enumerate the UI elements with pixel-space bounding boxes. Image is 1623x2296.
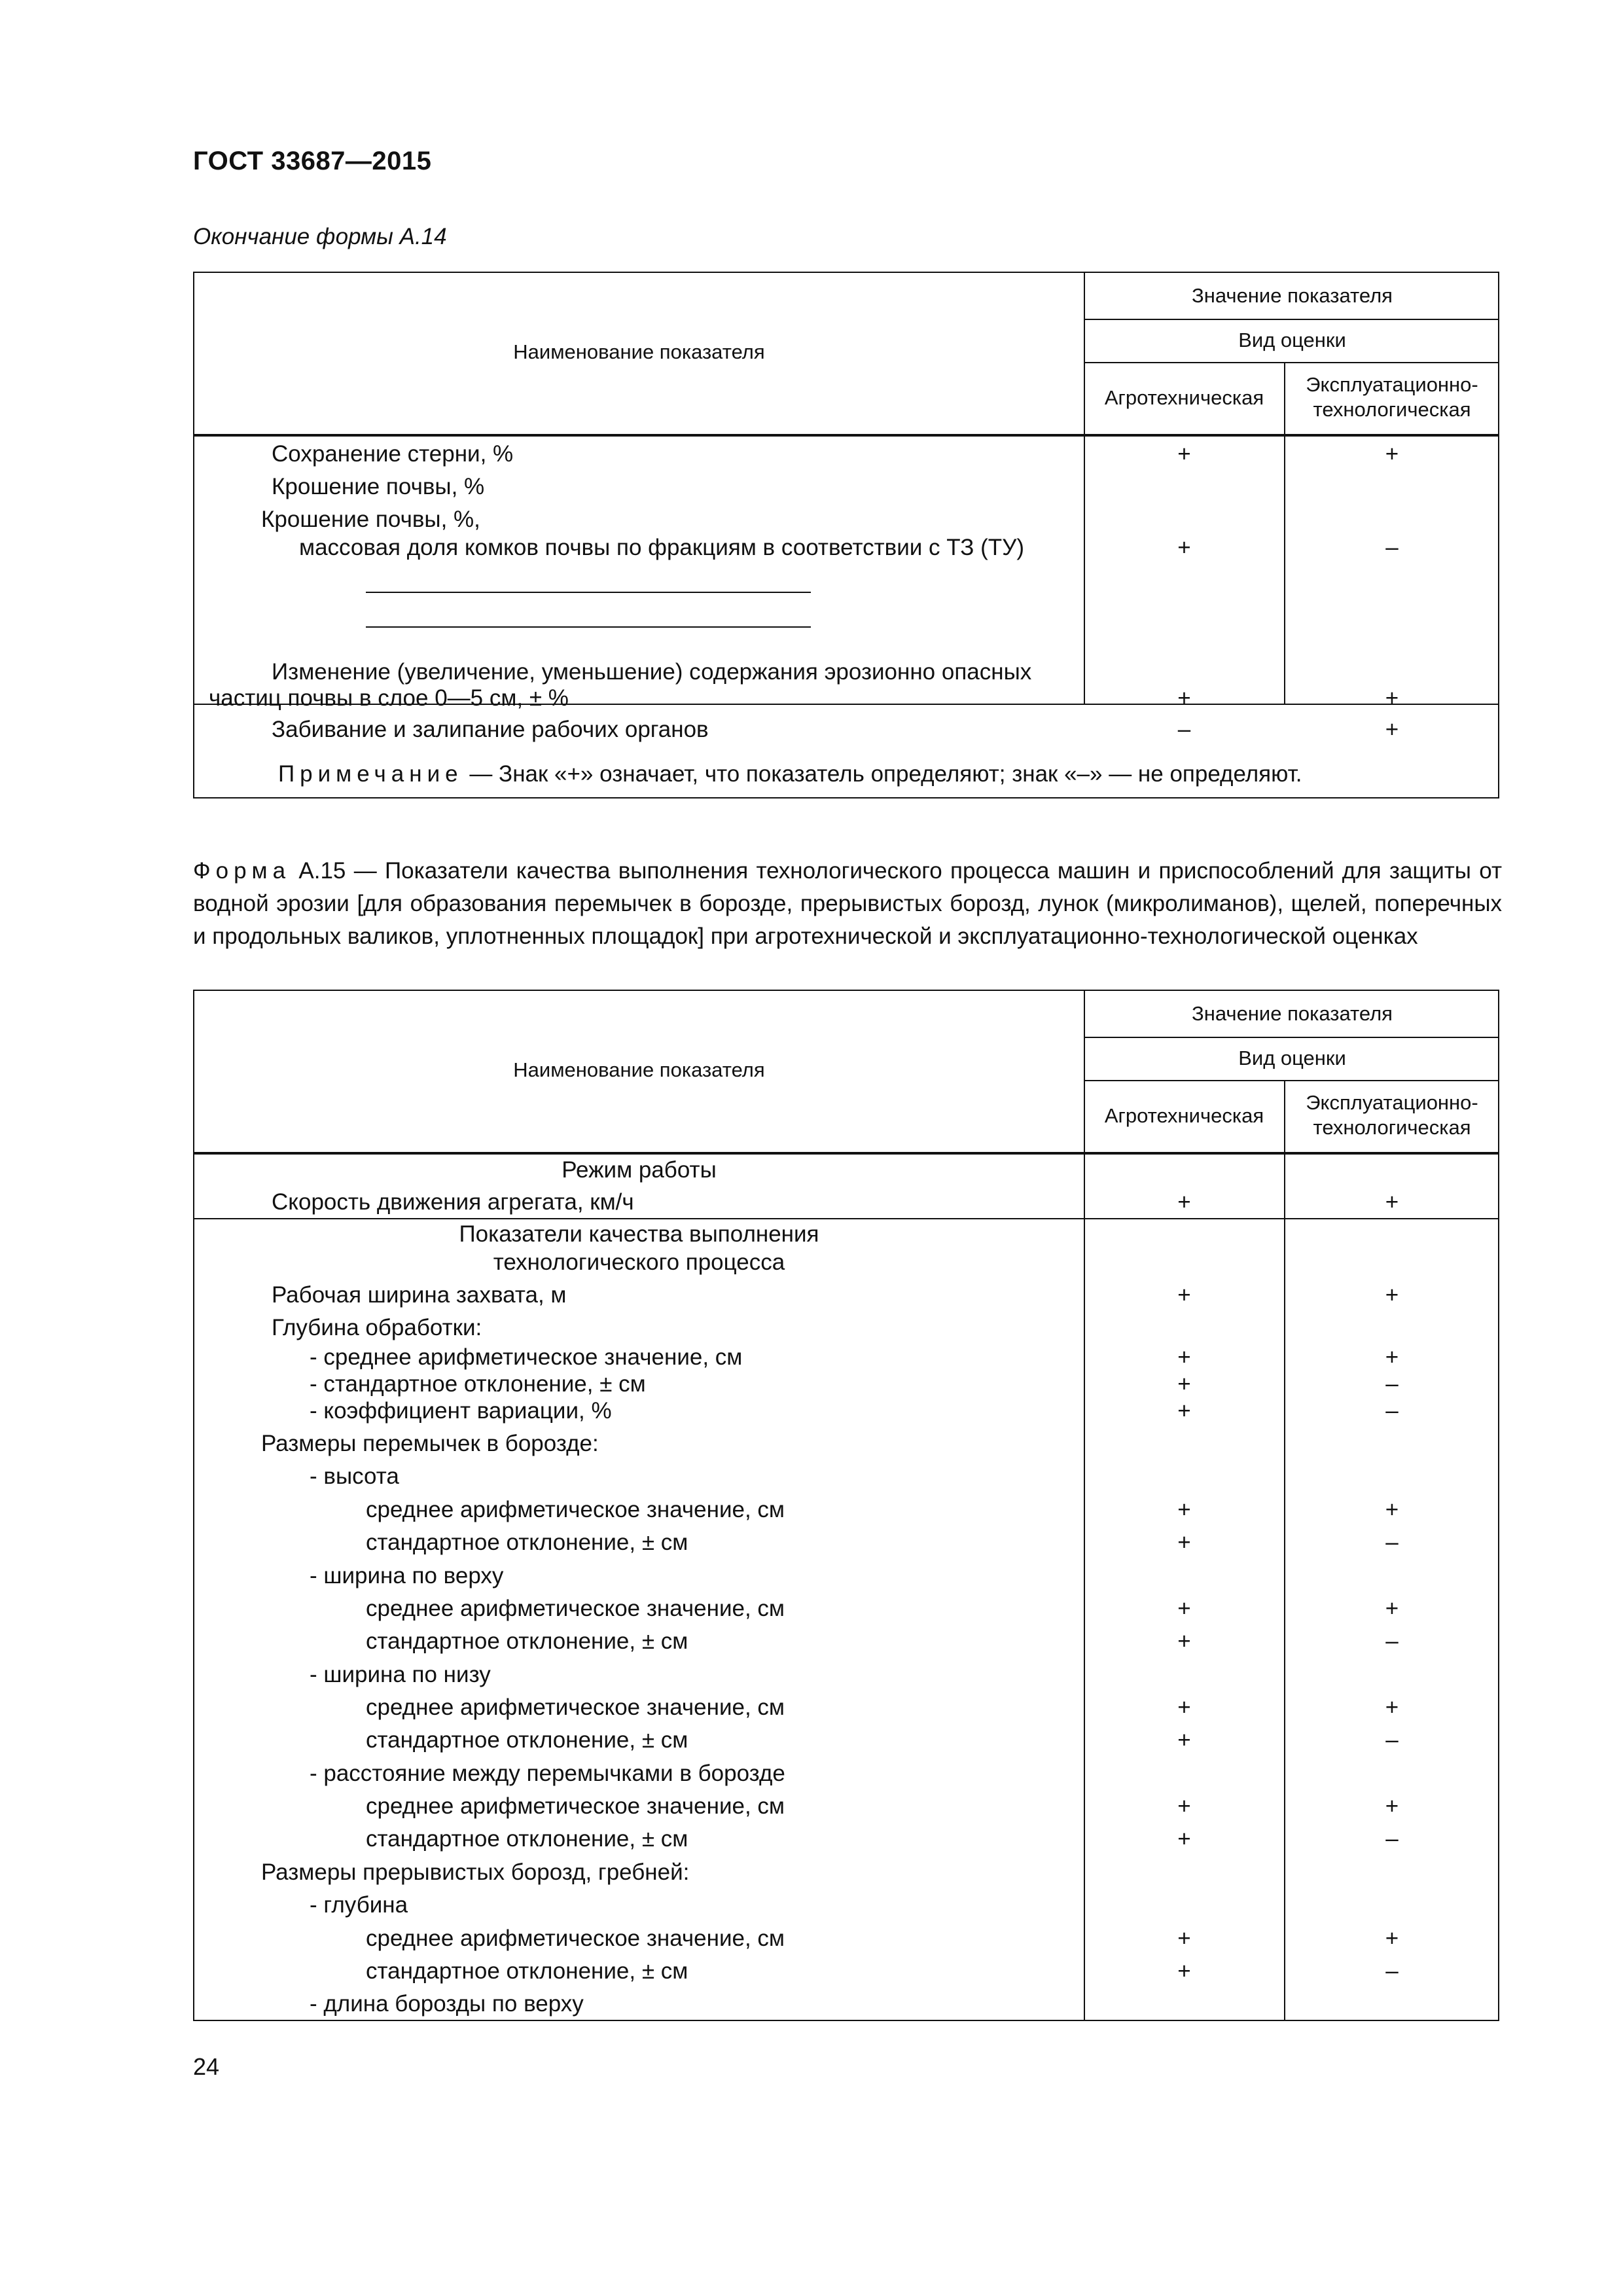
section-title-mode: Режим работы xyxy=(562,1157,717,1183)
header-expl-line2: технологическая xyxy=(1313,398,1471,421)
table-row-label: среднее арифметическое значение, см xyxy=(366,1926,785,1951)
table-row-agro: + xyxy=(1177,1793,1191,1819)
table-row-expl: – xyxy=(1385,1727,1399,1753)
header-name-col: Наименование показателя xyxy=(513,1058,765,1081)
page-number: 24 xyxy=(193,2053,220,2080)
table-row-label: среднее арифметическое значение, см xyxy=(366,1793,785,1819)
table-row-expl: – xyxy=(1385,1826,1399,1852)
table-row-agro: + xyxy=(1177,1958,1191,1984)
form-continuation-caption: Окончание формы А.14 xyxy=(193,224,447,249)
document-header: ГОСТ 33687—2015 xyxy=(193,147,432,175)
header-expl-line1: Эксплуатационно- xyxy=(1306,373,1478,396)
table-row-expl: – xyxy=(1385,1371,1399,1397)
table-row-agro: + xyxy=(1177,1497,1191,1522)
header-name-col: Наименование показателя xyxy=(513,340,765,363)
table-row-label: - коэффициент вариации, % xyxy=(310,1398,612,1424)
table-row-agro: + xyxy=(1177,1695,1191,1720)
table-row-label: частиц почвы в слое 0—5 см, ± % xyxy=(209,685,569,711)
header-separator xyxy=(194,1152,1499,1155)
table-row-agro: + xyxy=(1177,1530,1191,1555)
table-row-agro: + xyxy=(1177,1628,1191,1654)
table-row-label: стандартное отклонение, ± см xyxy=(366,1530,688,1555)
section-separator xyxy=(194,1218,1499,1219)
form-a15-prefix: Форма xyxy=(193,858,291,884)
table-row-agro: + xyxy=(1177,1826,1191,1852)
table-row-expl: + xyxy=(1385,1926,1399,1951)
header-value-group: Значение показателя xyxy=(1192,1002,1393,1025)
note-prefix: Примечание xyxy=(278,761,463,787)
table-row-expl: + xyxy=(1385,1695,1399,1720)
table-row-label: Крошение почвы, %, xyxy=(261,507,480,532)
table-row-expl: – xyxy=(1385,1958,1399,1984)
table-row-agro: + xyxy=(1177,1371,1191,1397)
table-row-label: среднее арифметическое значение, см xyxy=(366,1596,785,1621)
header-expl-line1: Эксплуатационно- xyxy=(1306,1091,1478,1114)
table-row-label: Рабочая ширина захвата, м xyxy=(272,1282,567,1308)
table-row-label: - стандартное отклонение, ± см xyxy=(310,1371,646,1397)
table-row-agro: + xyxy=(1177,1926,1191,1951)
table-row-expl: + xyxy=(1385,1793,1399,1819)
table-row-label: - расстояние между перемычками в борозде xyxy=(310,1761,785,1786)
header-agro: Агротехническая xyxy=(1104,386,1264,409)
section-title-quality-line1: Показатели качества выполнения xyxy=(459,1221,819,1247)
table-row-agro: + xyxy=(1177,535,1191,560)
table-row-label: стандартное отклонение, ± см xyxy=(366,1958,688,1984)
header-expl xyxy=(1285,372,1499,422)
row-divider xyxy=(1084,1080,1499,1081)
table-row-label: стандартное отклонение, ± см xyxy=(366,1727,688,1753)
table-row-expl: + xyxy=(1385,1596,1399,1621)
table-row-agro: + xyxy=(1177,441,1191,467)
table-row-label: стандартное отклонение, ± см xyxy=(366,1826,688,1852)
header-assessment-group: Вид оценки xyxy=(1238,1047,1346,1069)
table-row-expl: – xyxy=(1385,1398,1399,1424)
table-note xyxy=(278,761,1302,787)
table-row-expl: + xyxy=(1385,685,1399,711)
table-row-label: стандартное отклонение, ± см xyxy=(366,1628,688,1654)
table-row-label: - длина борозды по верху xyxy=(310,1991,584,2017)
row-divider xyxy=(1084,319,1499,320)
header-expl-line2: технологическая xyxy=(1313,1116,1471,1139)
table-row-label: массовая доля комков почвы по фракциям в соответствии с ТЗ (ТУ) xyxy=(299,535,1025,560)
table-row-label: Скорость движения агрегата, км/ч xyxy=(272,1189,634,1215)
table-row-label: среднее арифметическое значение, см xyxy=(366,1497,785,1522)
table-row-expl: + xyxy=(1385,441,1399,467)
form-a15-title xyxy=(193,855,1502,953)
table-row-label: - среднее арифметическое значение, см xyxy=(310,1344,743,1370)
table-row-label: Размеры перемычек в борозде: xyxy=(261,1431,599,1456)
table-form-a14 xyxy=(193,272,1499,798)
form-a15-text: А.15 — Показатели качества выполнения технологического процесса машин и приспособлений для защиты от водной эрозии [для образования перемычек в борозде, прерывистых борозд, лунок (микролиманов), щелей, поперечных и продольных валиков, уплотненных площадок] при агротехнической и эксплуатационно-технологической оценках xyxy=(193,858,1502,949)
table-row-expl: + xyxy=(1385,1189,1399,1215)
table-row-label: - глубина xyxy=(310,1892,408,1918)
table-row-expl: + xyxy=(1385,1282,1399,1308)
table-row-label: Сохранение стерни, % xyxy=(272,441,514,467)
table-form-a15 xyxy=(193,990,1499,2021)
blank-fill-line xyxy=(366,592,811,593)
header-assessment-group: Вид оценки xyxy=(1238,329,1346,351)
table-row-label: - ширина по низу xyxy=(310,1662,491,1687)
header-value-group: Значение показателя xyxy=(1192,284,1393,307)
table-row-agro: + xyxy=(1177,1727,1191,1753)
table-row-agro: + xyxy=(1177,1596,1191,1621)
table-row-label: - высота xyxy=(310,1463,399,1489)
table-row-expl: + xyxy=(1385,1497,1399,1522)
table-row-label: Крошение почвы, % xyxy=(272,474,485,499)
table-row-expl: – xyxy=(1385,535,1399,560)
header-agro: Агротехническая xyxy=(1104,1104,1264,1127)
row-divider xyxy=(1084,1037,1499,1038)
table-row-expl: + xyxy=(1385,1344,1399,1370)
section-title-quality-line2: технологического процесса xyxy=(493,1249,785,1275)
table-row-agro: + xyxy=(1177,1398,1191,1424)
header-expl xyxy=(1285,1090,1499,1140)
table-row-label: Глубина обработки: xyxy=(272,1315,482,1340)
blank-fill-line xyxy=(366,626,811,628)
table-row-label: Изменение (увеличение, уменьшение) содержания эрозионно опасных xyxy=(272,659,1032,685)
table-row-agro: + xyxy=(1177,1344,1191,1370)
table-row-agro: + xyxy=(1177,1282,1191,1308)
note-text: — Знак «+» означает, что показатель определяют; знак «–» — не определяют. xyxy=(469,761,1302,787)
table-row-expl: + xyxy=(1385,717,1399,742)
header-separator xyxy=(194,434,1499,437)
table-row-expl: – xyxy=(1385,1628,1399,1654)
table-row-expl: – xyxy=(1385,1530,1399,1555)
table-row-label: - ширина по верху xyxy=(310,1563,504,1588)
table-row-agro: + xyxy=(1177,685,1191,711)
table-row-agro: – xyxy=(1177,717,1191,742)
row-divider xyxy=(1084,362,1499,363)
table-row-agro: + xyxy=(1177,1189,1191,1215)
table-row-label: Размеры прерывистых борозд, гребней: xyxy=(261,1859,690,1885)
table-row-label: среднее арифметическое значение, см xyxy=(366,1695,785,1720)
table-row-label: Забивание и залипание рабочих органов xyxy=(272,717,709,742)
